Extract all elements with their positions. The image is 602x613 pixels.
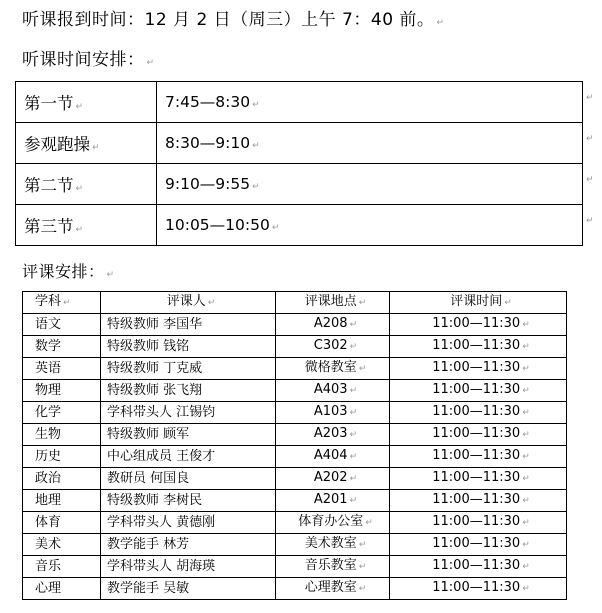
reviewer-cell: 特级教师 钱铭 <box>107 338 190 354</box>
subject-cell: 物理 <box>35 382 62 398</box>
time-cell: 11:00—11:30 <box>432 360 521 375</box>
cell-mark-icon: ↵ <box>63 298 71 308</box>
cell-mark-icon: ↵ <box>349 452 358 462</box>
evaluation-table <box>22 291 567 600</box>
cell-mark-icon: ↵ <box>252 141 260 151</box>
column-header-reviewer: 评课人 <box>166 294 206 309</box>
table-row <box>16 82 583 123</box>
reviewer-cell: 特级教师 李国华 <box>107 316 203 332</box>
cell-mark-icon: ↵ <box>522 496 530 506</box>
cell-mark-icon: ↵ <box>522 518 530 528</box>
table-row <box>16 123 583 164</box>
schedule-item: 第一节 <box>24 94 74 113</box>
subject-cell: 历史 <box>35 448 62 464</box>
cell-mark-icon: ↵ <box>358 540 367 550</box>
time-cell: 11:00—11:30 <box>432 338 521 353</box>
column-header-subject: 学科 <box>35 294 62 309</box>
cell-mark-icon: ↵ <box>365 518 373 528</box>
time-cell: 11:00—11:30 <box>432 514 521 529</box>
schedule-time: 9:10—9:55 <box>165 175 251 193</box>
reviewer-cell: 中心组成员 王俊才 <box>107 448 216 464</box>
cell-mark-icon: ↵ <box>349 408 358 418</box>
cell-mark-icon: ↵ <box>522 386 530 396</box>
paragraph-mark-icon: ↵ <box>106 270 115 280</box>
cell-mark-icon: ↵ <box>522 562 530 572</box>
time-cell: 11:00—11:30 <box>432 558 521 573</box>
subject-cell: 化学 <box>35 404 62 420</box>
cell-mark-icon: ↵ <box>522 584 530 594</box>
cell-mark-icon: ↵ <box>252 100 260 110</box>
location-cell: A201 <box>313 492 348 507</box>
cell-mark-icon: ↵ <box>522 452 530 462</box>
time-cell: 11:00—11:30 <box>432 382 521 397</box>
location-cell: 音乐教室 <box>304 558 357 573</box>
reviewer-cell: 教研员 何国良 <box>107 470 190 486</box>
location-cell: C302 <box>313 338 348 353</box>
subject-cell: 体育 <box>35 514 62 530</box>
subject-cell: 心理 <box>35 580 62 596</box>
reviewer-cell: 特级教师 顾军 <box>107 426 190 442</box>
subject-cell: 美术 <box>35 536 62 552</box>
location-cell: A208 <box>313 316 348 331</box>
table-row <box>16 164 583 205</box>
row-end-mark-icon: ↵ <box>586 93 594 103</box>
schedule-time: 10:05—10:50 <box>165 216 270 234</box>
reviewer-cell: 学科带头人 黄德刚 <box>107 514 216 530</box>
reviewer-cell: 教学能手 吴敏 <box>107 580 190 596</box>
location-cell: A202 <box>313 470 348 485</box>
table-row <box>16 205 583 246</box>
evaluation-schedule-title: 评课安排： <box>22 262 105 281</box>
reviewer-cell: 特级教师 丁克威 <box>107 360 203 376</box>
listening-schedule-table <box>15 81 583 246</box>
schedule-item: 第三节 <box>24 217 74 236</box>
cell-mark-icon: ↵ <box>349 430 358 440</box>
cell-mark-icon: ↵ <box>252 182 260 192</box>
cell-mark-icon: ↵ <box>358 584 367 594</box>
location-cell: 微格教室 <box>304 360 357 375</box>
row-end-mark-icon: ↵ <box>586 134 594 144</box>
time-cell: 11:00—11:30 <box>432 426 521 441</box>
table-row <box>23 534 567 556</box>
schedule-item: 第二节 <box>24 176 74 195</box>
schedule-time: 7:45—8:30 <box>165 93 251 111</box>
cell-mark-icon: ↵ <box>271 223 280 233</box>
subject-cell: 英语 <box>35 360 62 376</box>
reviewer-cell: 学科带头人 江锡钧 <box>107 404 216 420</box>
reviewer-cell: 特级教师 张飞翔 <box>107 382 203 398</box>
table-row <box>23 578 567 600</box>
time-cell: 11:00—11:30 <box>432 448 521 463</box>
cell-mark-icon: ↵ <box>92 143 100 153</box>
time-cell: 11:00—11:30 <box>432 580 521 595</box>
cell-mark-icon: ↵ <box>522 364 530 374</box>
listening-schedule-heading <box>22 45 155 70</box>
cell-mark-icon: ↵ <box>349 496 358 506</box>
cell-mark-icon: ↵ <box>75 225 84 235</box>
table-row <box>23 490 567 512</box>
column-header-time: 评课时间 <box>450 294 503 309</box>
cell-mark-icon: ↵ <box>75 102 84 112</box>
subject-cell: 地理 <box>35 492 62 508</box>
cell-mark-icon: ↵ <box>522 342 530 352</box>
cell-mark-icon: ↵ <box>522 430 530 440</box>
location-cell: A203 <box>313 426 348 441</box>
cell-mark-icon: ↵ <box>504 298 512 308</box>
table-row <box>23 380 567 402</box>
table-row <box>23 512 567 534</box>
column-header-location: 评课地点 <box>304 294 357 309</box>
cell-mark-icon: ↵ <box>349 320 358 330</box>
schedule-time: 8:30—9:10 <box>165 134 251 152</box>
table-row <box>23 468 567 490</box>
table-row <box>23 424 567 446</box>
cell-mark-icon: ↵ <box>522 474 530 484</box>
table-row <box>23 556 567 578</box>
time-cell: 11:00—11:30 <box>432 492 521 507</box>
cell-mark-icon: ↵ <box>349 474 358 484</box>
table-row <box>23 314 567 336</box>
evaluation-schedule-heading <box>22 259 115 282</box>
table-row <box>23 336 567 358</box>
listening-schedule-title: 听课时间安排： <box>22 50 145 70</box>
cell-mark-icon: ↵ <box>522 540 530 550</box>
row-end-mark-icon: ↵ <box>586 175 594 185</box>
location-cell: A103 <box>313 404 348 419</box>
location-cell: 心理教室 <box>304 580 357 595</box>
table-row <box>23 358 567 380</box>
table-row <box>23 446 567 468</box>
location-cell: 体育办公室 <box>298 514 364 529</box>
schedule-item: 参观跑操 <box>24 135 90 154</box>
cell-mark-icon: ↵ <box>207 298 216 308</box>
location-cell: A404 <box>313 448 348 463</box>
cell-mark-icon: ↵ <box>358 364 367 374</box>
cell-mark-icon: ↵ <box>349 386 358 396</box>
cell-mark-icon: ↵ <box>75 184 84 194</box>
cell-mark-icon: ↵ <box>349 342 358 352</box>
location-cell: 美术教室 <box>304 536 357 551</box>
reviewer-cell: 教学能手 林芳 <box>107 536 190 552</box>
subject-cell: 音乐 <box>35 558 62 574</box>
subject-cell: 数学 <box>35 338 62 354</box>
cell-mark-icon: ↵ <box>358 562 367 572</box>
row-end-mark-icon: ↵ <box>586 216 594 226</box>
cell-mark-icon: ↵ <box>522 320 530 330</box>
table-row <box>23 402 567 424</box>
paragraph-mark-icon: ↵ <box>146 58 155 68</box>
time-cell: 11:00—11:30 <box>432 536 521 551</box>
reviewer-cell: 学科带头人 胡海瑛 <box>107 558 216 574</box>
time-cell: 11:00—11:30 <box>432 316 521 331</box>
time-cell: 11:00—11:30 <box>432 404 521 419</box>
arrival-time-text: 听课报到时间：12 月 2 日（周三）上午 7：40 前。 <box>22 10 435 30</box>
subject-cell: 生物 <box>35 426 62 442</box>
time-cell: 11:00—11:30 <box>432 470 521 485</box>
cell-mark-icon: ↵ <box>358 298 367 308</box>
table-header-row <box>23 292 567 314</box>
reviewer-cell: 特级教师 李树民 <box>107 492 203 508</box>
arrival-time-heading <box>22 5 444 30</box>
subject-cell: 政治 <box>35 470 62 486</box>
subject-cell: 语文 <box>35 316 62 332</box>
cell-mark-icon: ↵ <box>522 408 530 418</box>
location-cell: A403 <box>313 382 348 397</box>
paragraph-mark-icon: ↵ <box>436 18 445 28</box>
